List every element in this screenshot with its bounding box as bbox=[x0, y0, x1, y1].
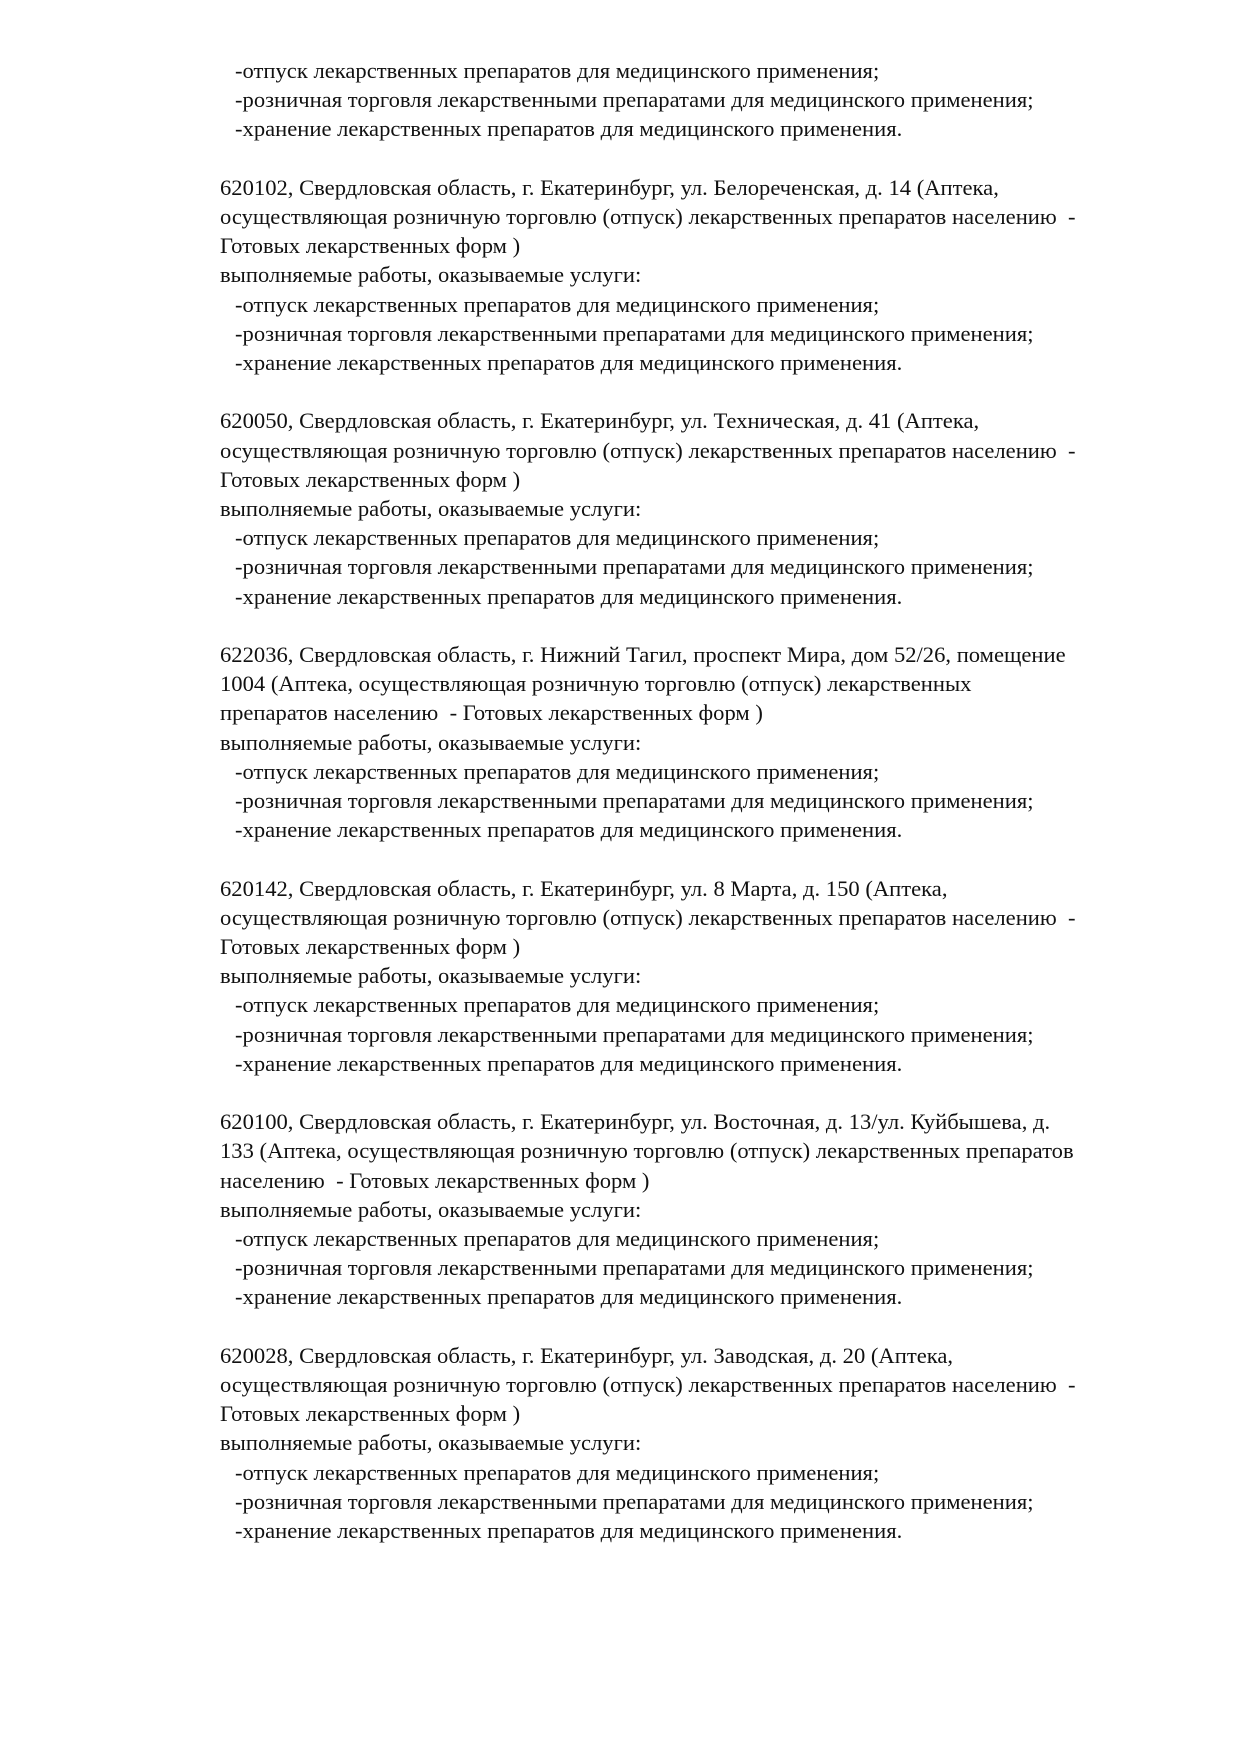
address-block bbox=[220, 874, 1180, 1078]
address-line: 620100, Свердловская область, г. Екатеринбург, ул. Восточная, д. 13/ул. Куйбышева, д. bbox=[220, 1109, 1051, 1135]
address-line: 620102, Свердловская область, г. Екатеринбург, ул. Белореченская, д. 14 (Аптека, bbox=[220, 174, 999, 200]
service-item: -хранение лекарственных препаратов для медицинского применения. bbox=[235, 116, 903, 142]
service-item: -хранение лекарственных препаратов для медицинского применения. bbox=[235, 817, 903, 843]
address-line: 1004 (Аптека, осуществляющая розничную торговлю (отпуск) лекарственных bbox=[220, 671, 972, 697]
address-line: 620050, Свердловская область, г. Екатеринбург, ул. Техническая, д. 41 (Аптека, bbox=[220, 408, 980, 434]
services-heading: выполняемые работы, оказываемые услуги: bbox=[220, 262, 642, 288]
address-line: осуществляющая розничную торговлю (отпуск) лекарственных препаратов населению - bbox=[220, 437, 1076, 463]
service-item: -отпуск лекарственных препаратов для медицинского применения; bbox=[235, 525, 880, 551]
document-page bbox=[220, 56, 1180, 1545]
address-line: осуществляющая розничную торговлю (отпуск) лекарственных препаратов населению - bbox=[220, 1372, 1076, 1398]
services-heading: выполняемые работы, оказываемые услуги: bbox=[220, 496, 642, 522]
service-item: -хранение лекарственных препаратов для медицинского применения. bbox=[235, 583, 903, 609]
address-block bbox=[220, 1107, 1180, 1311]
service-item: -отпуск лекарственных препаратов для медицинского применения; bbox=[235, 758, 880, 784]
address-block bbox=[220, 173, 1180, 377]
address-line: Готовых лекарственных форм ) bbox=[220, 1401, 521, 1427]
services-heading: выполняемые работы, оказываемые услуги: bbox=[220, 1196, 642, 1222]
service-item: -хранение лекарственных препаратов для медицинского применения. bbox=[235, 350, 903, 376]
address-line: 620142, Свердловская область, г. Екатеринбург, ул. 8 Марта, д. 150 (Аптека, bbox=[220, 875, 948, 901]
address-line: 620028, Свердловская область, г. Екатеринбург, ул. Заводская, д. 20 (Аптека, bbox=[220, 1342, 954, 1368]
service-item: -отпуск лекарственных препаратов для медицинского применения; bbox=[235, 1459, 880, 1485]
services-heading: выполняемые работы, оказываемые услуги: bbox=[220, 729, 642, 755]
service-item: -хранение лекарственных препаратов для медицинского применения. bbox=[235, 1050, 903, 1076]
address-block bbox=[220, 1341, 1180, 1545]
service-item: -отпуск лекарственных препаратов для медицинского применения; bbox=[235, 58, 880, 83]
service-item: -хранение лекарственных препаратов для медицинского применения. bbox=[235, 1284, 903, 1310]
address-line: осуществляющая розничную торговлю (отпуск) лекарственных препаратов населению - bbox=[220, 904, 1076, 930]
service-item: -розничная торговля лекарственными препаратами для медицинского применения; bbox=[235, 554, 1034, 580]
service-item: -розничная торговля лекарственными препаратами для медицинского применения; bbox=[235, 320, 1034, 346]
services-heading: выполняемые работы, оказываемые услуги: bbox=[220, 1430, 642, 1456]
service-item: -розничная торговля лекарственными препаратами для медицинского применения; bbox=[235, 788, 1034, 814]
service-item: -розничная торговля лекарственными препаратами для медицинского применения; bbox=[235, 87, 1034, 113]
address-line: населению - Готовых лекарственных форм ) bbox=[220, 1167, 650, 1193]
address-line: Готовых лекарственных форм ) bbox=[220, 233, 521, 259]
address-block bbox=[220, 406, 1180, 610]
address-line: Готовых лекарственных форм ) bbox=[220, 466, 521, 492]
service-item: -розничная торговля лекарственными препаратами для медицинского применения; bbox=[235, 1021, 1034, 1047]
continued-services-block bbox=[220, 56, 1180, 144]
services-heading: выполняемые работы, оказываемые услуги: bbox=[220, 963, 642, 989]
service-item: -отпуск лекарственных препаратов для медицинского применения; bbox=[235, 291, 880, 317]
address-line: 133 (Аптека, осуществляющая розничную торговлю (отпуск) лекарственных препаратов bbox=[220, 1138, 1074, 1164]
address-line: 622036, Свердловская область, г. Нижний Тагил, проспект Мира, дом 52/26, помещение bbox=[220, 642, 1066, 668]
address-block bbox=[220, 640, 1180, 844]
service-item: -розничная торговля лекарственными препаратами для медицинского применения; bbox=[235, 1255, 1034, 1281]
service-item: -розничная торговля лекарственными препаратами для медицинского применения; bbox=[235, 1488, 1034, 1514]
service-item: -хранение лекарственных препаратов для медицинского применения. bbox=[235, 1518, 903, 1544]
address-line: осуществляющая розничную торговлю (отпуск) лекарственных препаратов населению - bbox=[220, 204, 1076, 229]
service-item: -отпуск лекарственных препаратов для медицинского применения; bbox=[235, 992, 880, 1018]
address-line: Готовых лекарственных форм ) bbox=[220, 934, 521, 960]
service-item: -отпуск лекарственных препаратов для медицинского применения; bbox=[235, 1226, 880, 1252]
address-line: препаратов населению - Готовых лекарственных форм ) bbox=[220, 700, 763, 726]
